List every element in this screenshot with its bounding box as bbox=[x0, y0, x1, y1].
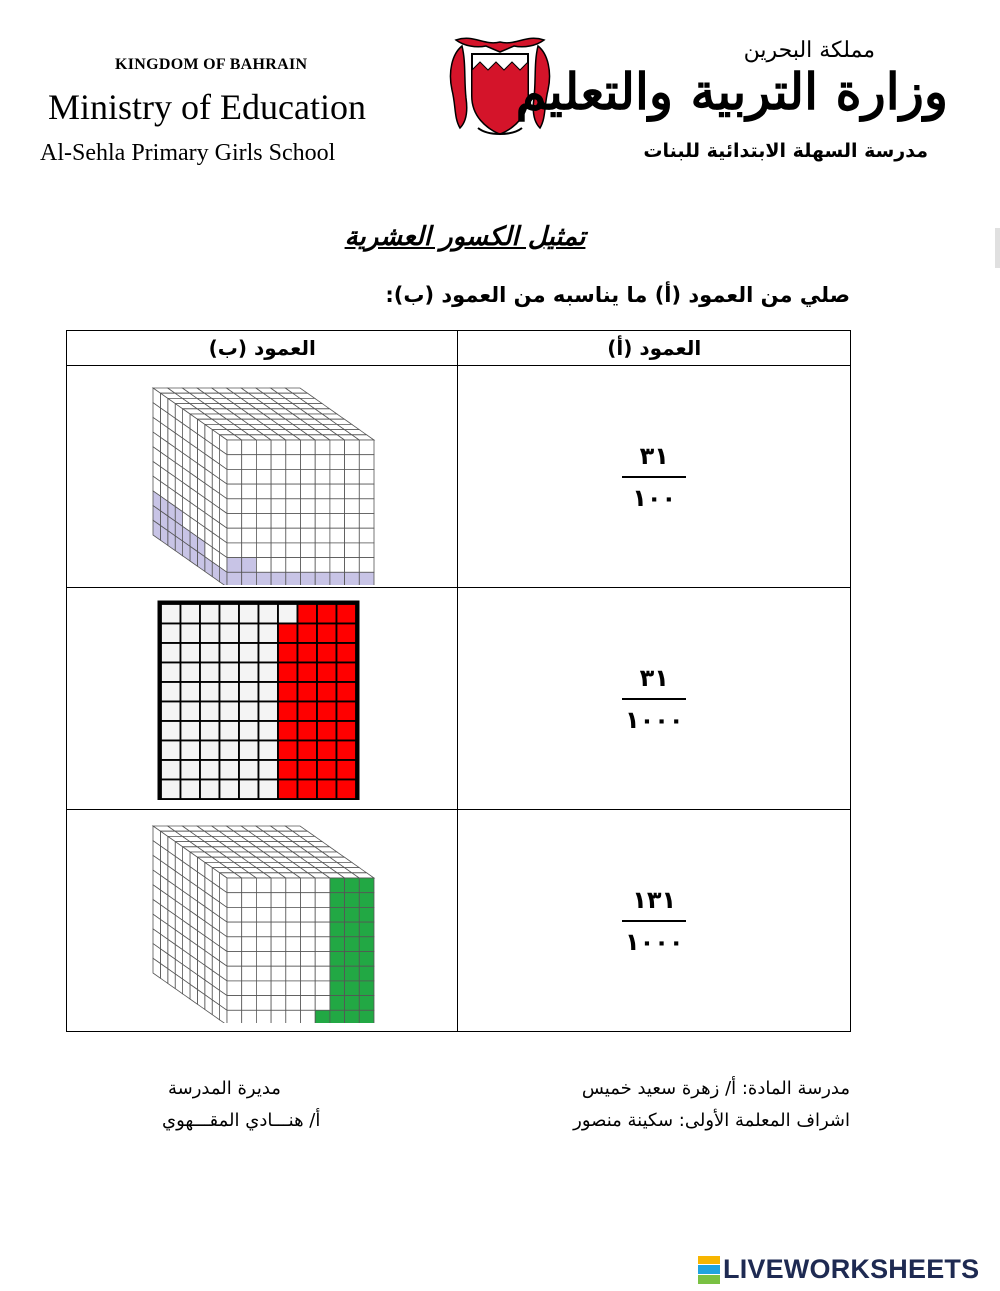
ministry-en: Ministry of Education bbox=[48, 87, 366, 127]
cube-lavender-icon bbox=[149, 380, 389, 585]
fraction-cell[interactable] bbox=[458, 810, 851, 1032]
fraction-numerator: ٣١ bbox=[639, 663, 669, 692]
worksheet-title: تمثيل الكسور العشرية bbox=[344, 222, 586, 252]
fraction-cell[interactable] bbox=[458, 366, 851, 588]
grid-cell-red[interactable] bbox=[67, 588, 458, 810]
table-row bbox=[67, 810, 851, 1032]
column-a-header: العمود (أ) bbox=[458, 331, 851, 366]
fraction-cell[interactable] bbox=[458, 588, 851, 810]
school-en: Al-Sehla Primary Girls School bbox=[40, 140, 336, 166]
ministry-ar: وزارة التربية والتعليم bbox=[515, 62, 948, 121]
kingdom-ar: مملكة البحرين bbox=[743, 38, 875, 63]
liveworksheets-logo-icon bbox=[698, 1256, 720, 1284]
watermark-text: LIVEWORKSHEETS bbox=[723, 1254, 980, 1284]
hundred-grid-icon bbox=[155, 600, 365, 800]
school-ar: مدرسة السهلة الابتدائية للبنات bbox=[643, 140, 928, 162]
kingdom-en: KINGDOM OF BAHRAIN bbox=[115, 56, 308, 73]
table-row bbox=[67, 366, 851, 588]
table-row bbox=[67, 588, 851, 810]
teacher-name: مدرسة المادة: أ/ زهرة سعيد خميس bbox=[581, 1078, 850, 1099]
page-edge-mark bbox=[995, 228, 1000, 268]
liveworksheets-watermark[interactable] bbox=[698, 1254, 979, 1285]
fraction bbox=[621, 886, 688, 956]
fraction-numerator: ٣١ bbox=[639, 441, 669, 470]
fraction bbox=[621, 664, 688, 734]
cube-cell-green[interactable] bbox=[67, 810, 458, 1032]
fraction bbox=[622, 442, 686, 512]
matching-table bbox=[66, 330, 851, 1032]
fraction-denominator: ١٠٠٠ bbox=[624, 705, 684, 734]
principal-title: مديرة المدرسة bbox=[168, 1078, 281, 1099]
fraction-numerator: ١٣١ bbox=[632, 885, 677, 914]
table-header-row bbox=[67, 331, 851, 366]
cube-green-icon bbox=[149, 818, 389, 1023]
fraction-denominator: ١٠٠٠ bbox=[624, 927, 684, 956]
principal-name: أ/ هنـــادي المقـــهوي bbox=[162, 1110, 321, 1131]
instruction-text: صلي من العمود (أ) ما يناسبه من العمود (ب): bbox=[385, 283, 850, 307]
fraction-denominator: ١٠٠ bbox=[632, 483, 677, 512]
cube-cell-lavender[interactable] bbox=[67, 366, 458, 588]
supervisor-name: اشراف المعلمة الأولى: سكينة منصور bbox=[573, 1110, 850, 1131]
column-b-header: العمود (ب) bbox=[67, 331, 458, 366]
